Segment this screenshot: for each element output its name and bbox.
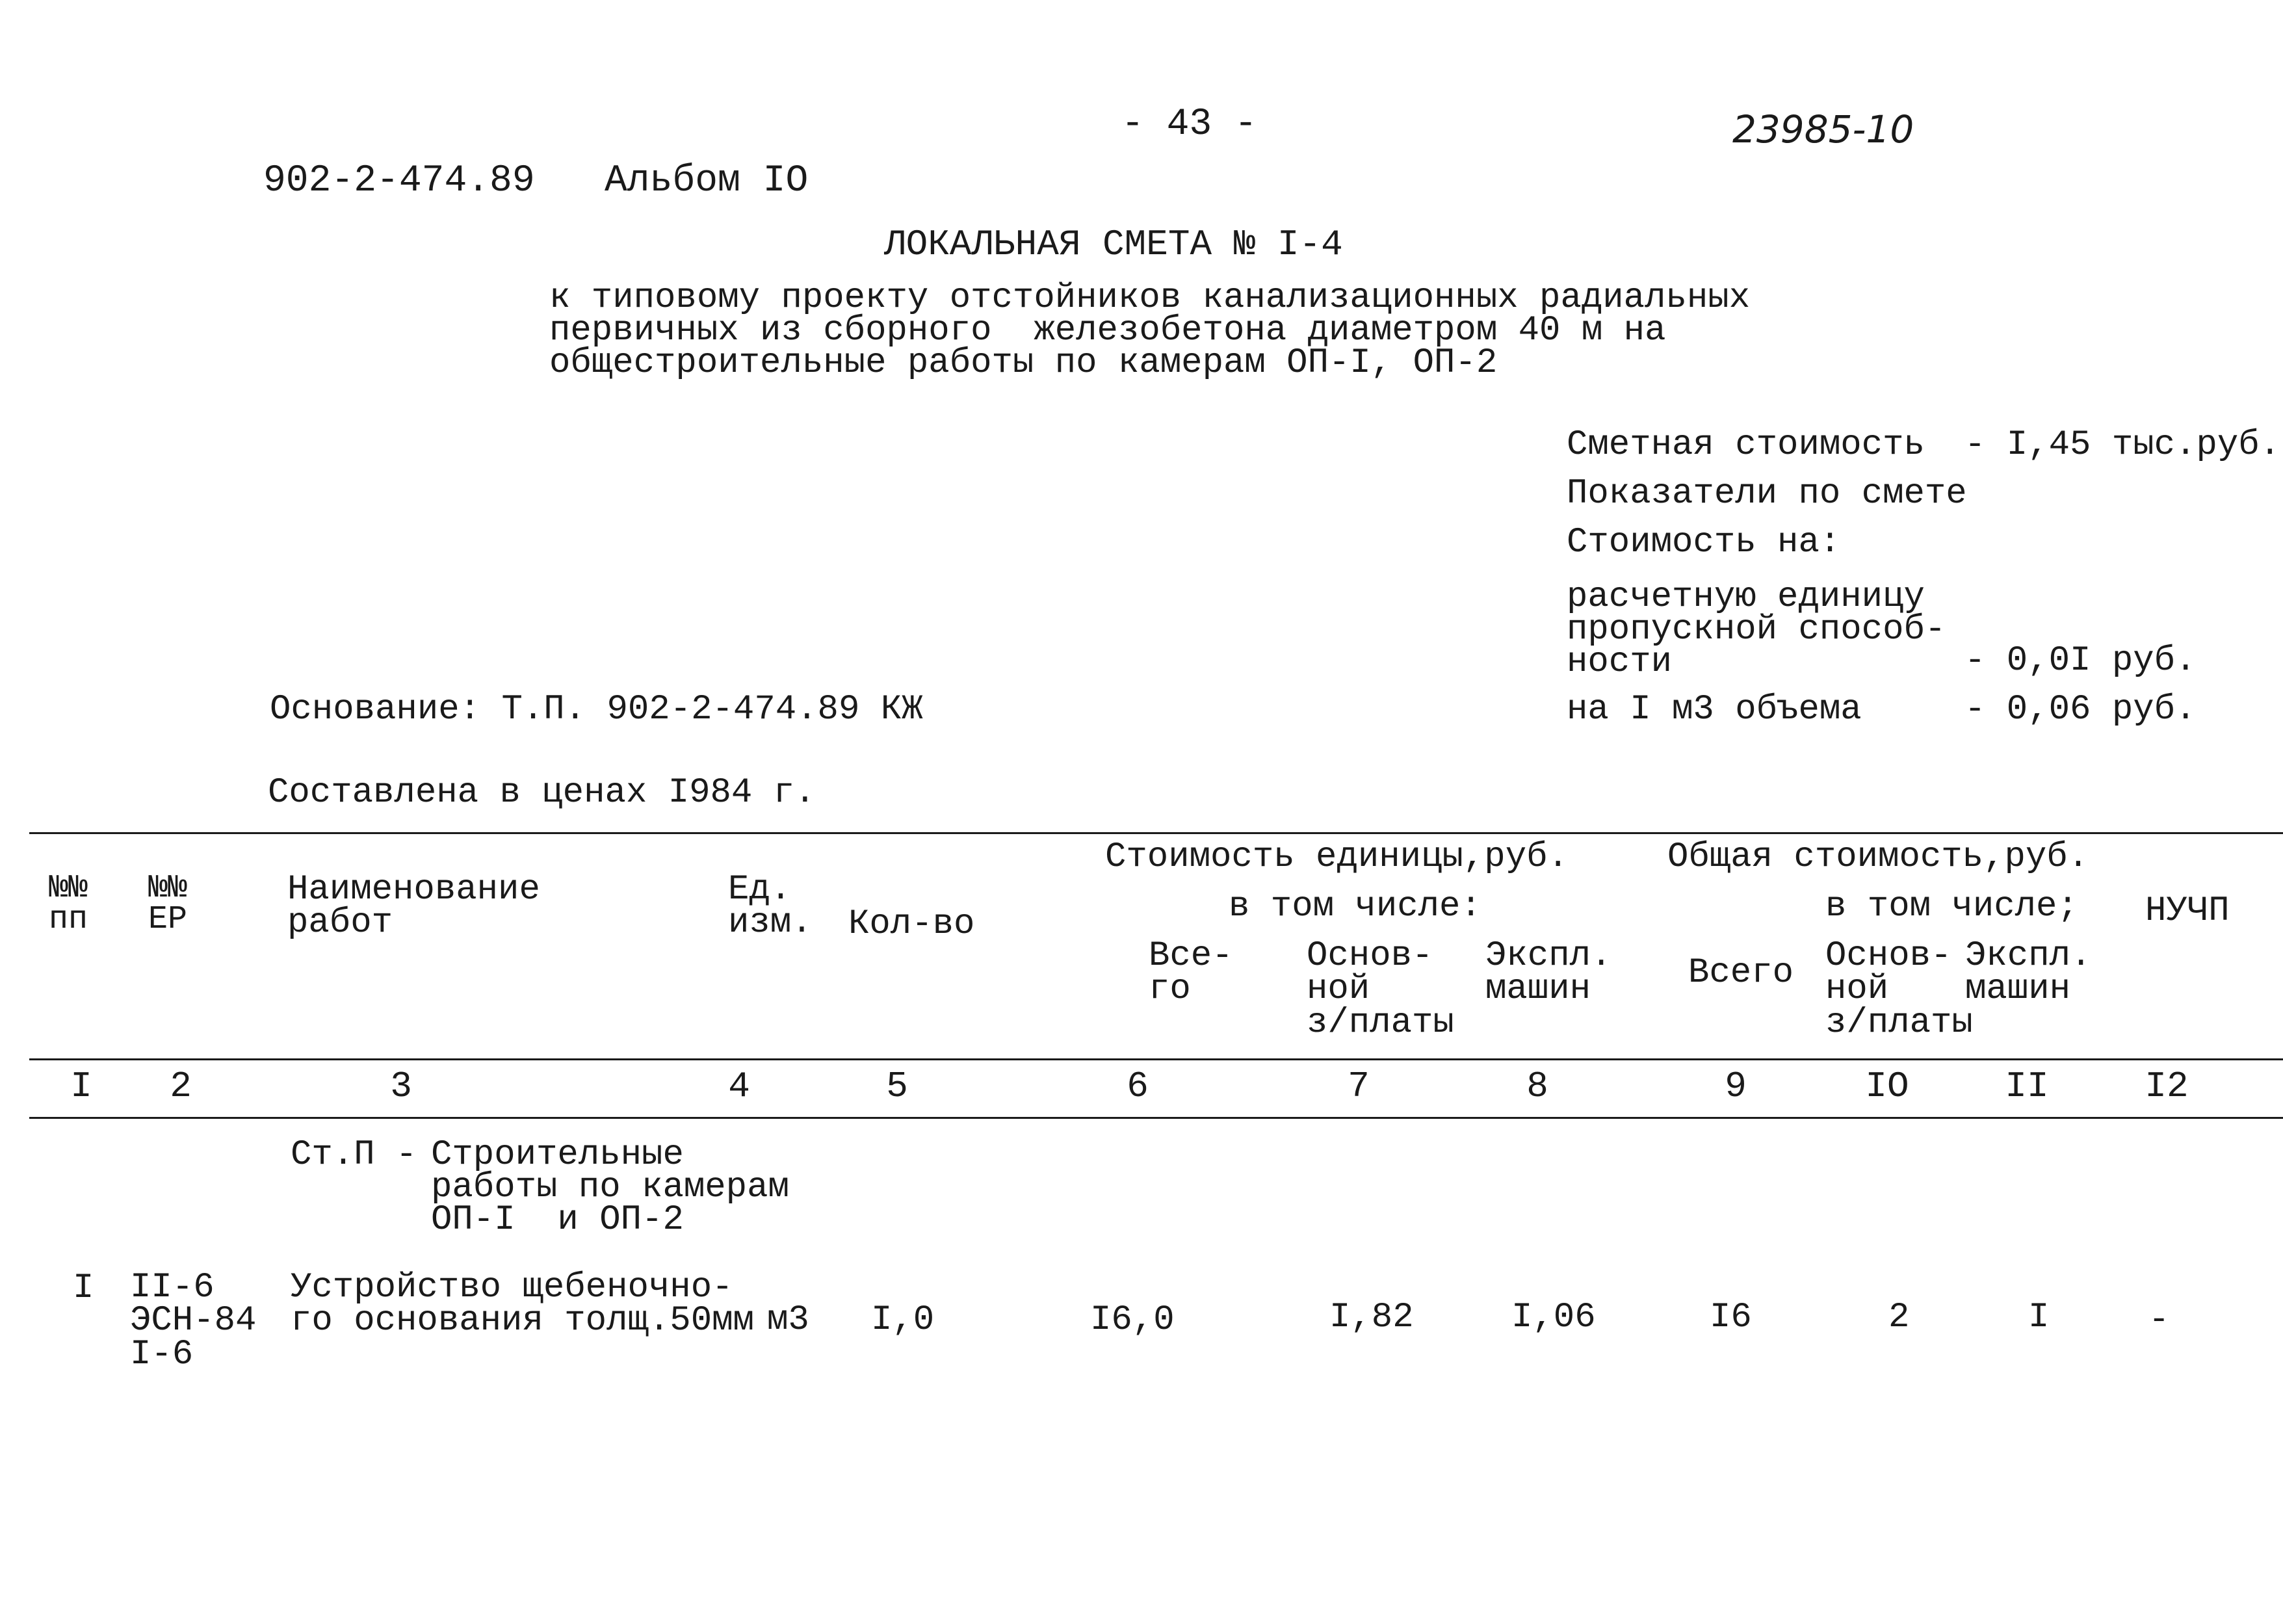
per-m3-value: - 0,06 руб. [1964,690,2197,729]
estimated-cost-value: - I,45 тыс.руб. [1964,425,2281,465]
row-number: I [73,1268,94,1308]
row-unit-total: I6,0 [1090,1300,1175,1340]
header-col-2: №№ ЕР [148,870,188,938]
document-title: ЛОКАЛЬНАЯ СМЕТА № I-4 [884,224,1343,265]
per-m3-label: на I м3 объема [1567,690,1862,729]
column-number: IO [1865,1066,1909,1107]
header-col-9: Всего [1688,953,1794,993]
table-top-rule [29,832,2283,834]
document-number: 23985-10 [1732,107,1914,151]
unit-capacity-value: - 0,0I руб. [1964,641,2197,681]
column-number: 6 [1127,1066,1149,1107]
subtitle-line-3: общестроительные работы по камерам ОП-I, ОП-2 [549,343,1498,383]
header-col-6: Все- го [1149,936,1233,1010]
column-number: 3 [390,1066,412,1107]
row-unit-wage: I,82 [1329,1298,1414,1337]
estimated-cost-label: Сметная стоимость [1567,425,1925,465]
column-number: I2 [2145,1066,2189,1107]
header-col-8: Экспл. машин [1485,936,1612,1010]
row-total-machine: I [2028,1298,2050,1337]
subtitle-line-2: первичных из сборного железобетона диаметром 40 м на [549,311,1666,350]
section-line-1: Строительные [431,1135,684,1175]
column-number: 4 [728,1066,750,1107]
header-col-11: Экспл. машин [1965,936,2092,1010]
prices-line: Составлена в ценах I984 г. [268,773,816,813]
row-work-name: Устройство щебеночно- го основания толщ.50мм [291,1268,754,1341]
header-unit-cost-incl: в том числе: [1229,887,1481,926]
row-quantity: I,0 [871,1300,935,1340]
header-col-4: Ед. изм. [728,870,813,943]
header-col-12: НУЧП [2145,891,2230,931]
project-code: 902-2-474.89 [263,160,535,202]
row-er-code: II-6 ЭСН-84 I-6 [130,1268,257,1374]
column-number: I [70,1066,92,1107]
column-number: 2 [170,1066,192,1107]
indicators-label: Показатели по смете [1567,474,1967,514]
basis-line: Основание: Т.П. 902-2-474.89 КЖ [270,690,923,729]
header-total-cost-incl: в том числе; [1825,887,2078,926]
section-line-3: ОП-I и ОП-2 [431,1200,684,1240]
header-rule [29,1058,2283,1060]
column-number: 7 [1348,1066,1370,1107]
page-number: - 43 - [1121,103,1257,146]
row-nuchp: - [2148,1300,2170,1340]
subtitle-line-1: к типовому проекту отстойников канализационных радиальных [549,278,1751,318]
column-number: 5 [886,1066,908,1107]
unit-capacity-line-2: пропускной способ- [1567,610,1946,649]
header-col-1: №№ пп [49,870,88,938]
header-col-3: Наименование работ [287,870,540,943]
column-number: 8 [1526,1066,1548,1107]
header-col-5: Кол-во [848,904,975,944]
unit-capacity-line-1: расчетную единицу [1567,577,1925,617]
unit-capacity-line-3: ности [1567,642,1673,682]
row-total-wage: 2 [1888,1298,1910,1337]
column-numbers-rule [29,1117,2283,1119]
row-total: I6 [1710,1298,1752,1337]
section-line-2: работы по камерам [431,1168,789,1207]
header-unit-cost-group: Стоимость единицы,руб. [1105,837,1569,877]
column-number: 9 [1725,1066,1747,1107]
row-unit-machine: I,06 [1511,1298,1596,1337]
album-label: Альбом IO [605,160,809,202]
cost-for-label: Стоимость на: [1567,523,1841,562]
row-unit: м3 [767,1300,809,1340]
header-total-cost-group: Общая стоимость,руб. [1667,837,2089,877]
column-number: II [2005,1066,2049,1107]
header-col-7: Основ- ной з/платы [1307,936,1454,1043]
section-prefix: Ст.П - [291,1135,417,1175]
header-col-10: Основ- ной з/платы [1825,936,1973,1043]
